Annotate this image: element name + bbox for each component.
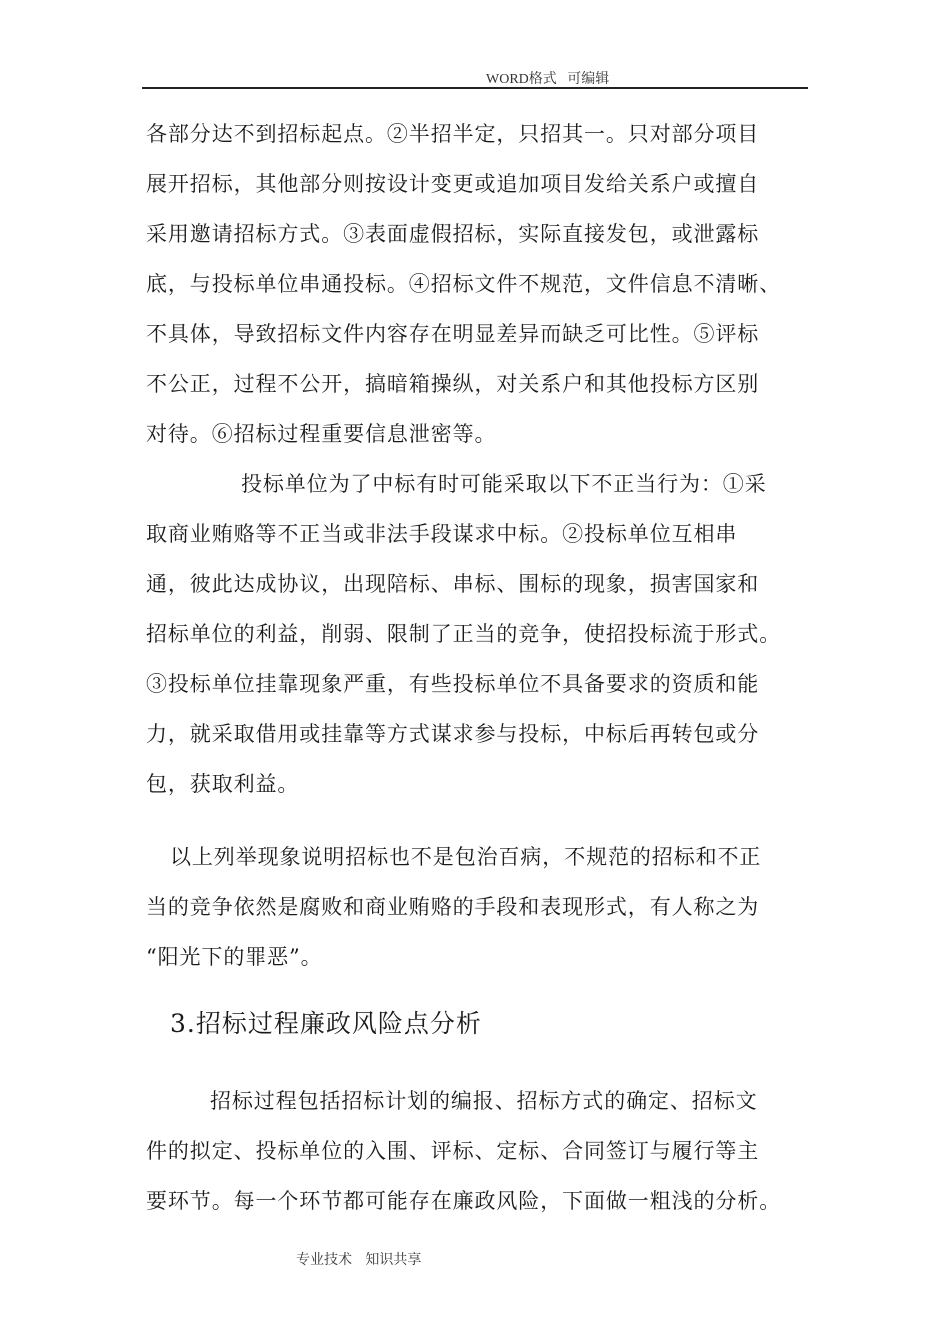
paragraph-3-line-1: 以上列举现象说明招标也不是包治百病，不规范的招标和不正	[170, 845, 762, 869]
paragraph-2-line-6: 力，就采取借用或挂靠等方式谋求参与投标，中标后再转包或分	[146, 722, 760, 746]
paragraph-4-line-3: 要环节。每一个环节都可能存在廉政风险，下面做一粗浅的分析。	[146, 1189, 782, 1213]
paragraph-2-line-4: 招标单位的利益，削弱、限制了正当的竞争，使招投标流于形式。	[146, 622, 782, 646]
page-header-text: WORD格式 可编辑	[486, 72, 610, 87]
paragraph-4-line-2: 件的拟定、投标单位的入围、评标、定标、合同签订与履行等主	[146, 1139, 760, 1163]
paragraph-4-line-1: 招标过程包括招标计划的编报、招标方式的确定、招标文	[210, 1089, 758, 1113]
paragraph-1-line-6: 不公正，过程不公开，搞暗箱操纵，对关系户和其他投标方区别	[146, 372, 760, 396]
section-heading: 3.招标过程廉政风险点分析	[170, 1009, 482, 1038]
paragraph-1-line-5: 不具体，导致招标文件内容存在明显差异而缺乏可比性。⑤评标	[146, 322, 760, 346]
page-footer-text: 专业技术 知识共享	[296, 1252, 422, 1268]
paragraph-3-line-3: “阳光下的罪恶”。	[146, 945, 323, 969]
paragraph-2-line-3: 通，彼此达成协议，出现陪标、串标、围标的现象，损害国家和	[146, 572, 760, 596]
paragraph-2-line-1: 投标单位为了中标有时可能采取以下不正当行为：①采	[241, 472, 767, 496]
paragraph-1-line-2: 展开招标，其他部分则按设计变更或追加项目发给关系户或擅自	[146, 172, 760, 196]
paragraph-1-line-7: 对待。⑥招标过程重要信息泄密等。	[146, 422, 497, 446]
paragraph-2-line-5: ③投标单位挂靠现象严重，有些投标单位不具备要求的资质和能	[146, 672, 760, 696]
paragraph-1-line-1: 各部分达不到招标起点。②半招半定，只招其一。只对部分项目	[146, 122, 760, 146]
paragraph-2-line-2: 取商业贿赂等不正当或非法手段谋求中标。②投标单位互相串	[146, 522, 738, 546]
paragraph-1-line-4: 底，与投标单位串通投标。④招标文件不规范，文件信息不清晰、	[146, 272, 782, 296]
paragraph-2-line-7: 包，获取利益。	[146, 772, 300, 796]
header-divider	[142, 87, 808, 89]
paragraph-3-line-2: 当的竞争依然是腐败和商业贿赂的手段和表现形式，有人称之为	[146, 895, 760, 919]
paragraph-1-line-3: 采用邀请招标方式。③表面虚假招标，实际直接发包，或泄露标	[146, 222, 760, 246]
